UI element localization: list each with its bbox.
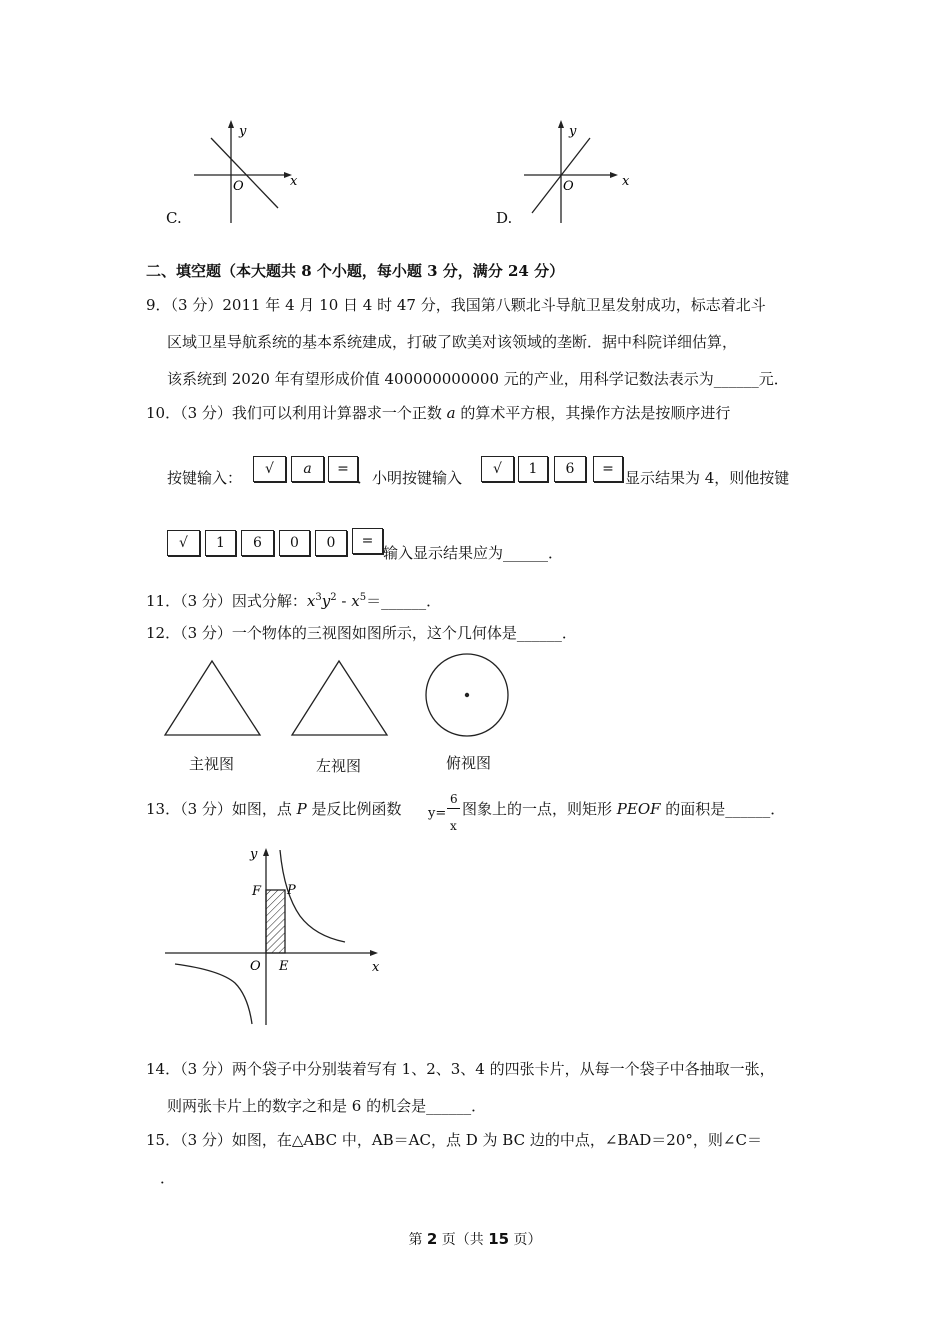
key-equals: = bbox=[593, 456, 623, 482]
q15-line2: ． bbox=[160, 1169, 176, 1187]
hyperbola-branch-2 bbox=[175, 964, 252, 1024]
q14-line2: 则两张卡片上的数字之和是 6 的机会是______． bbox=[167, 1097, 487, 1115]
q10-line2-suffix: 显示结果为 4，则他按键 bbox=[625, 469, 790, 487]
top-view-caption: 俯视图 bbox=[446, 754, 492, 772]
axis-y-label: y bbox=[239, 124, 247, 139]
key-6: 6 bbox=[554, 456, 586, 482]
key-sqrt: √ bbox=[481, 456, 514, 482]
key-0: 0 bbox=[279, 530, 310, 556]
q13-prefix: 13．（3 分）如图，点 P 是反比例函数 bbox=[146, 800, 402, 818]
q13-graph bbox=[160, 838, 390, 1030]
axis-x-label: x bbox=[290, 174, 298, 189]
q10-line1: 10．（3 分）我们可以利用计算器求一个正数 a 的算术平方根，其操作方法是按顺序进行 bbox=[146, 404, 731, 422]
q14-line1: 14．（3 分）两个袋子中分别装着写有 1、2、3、4 的四张卡片，从每一个袋子中各抽取一张， bbox=[146, 1060, 775, 1078]
option-c-graph bbox=[188, 118, 308, 228]
q11-text: 11．（3 分）因式分解：$x^3y^2$ - $x^5=\_\_\_\_\_\_$． bbox=[146, 592, 442, 610]
key-sqrt: √ bbox=[167, 530, 200, 556]
fraction-denominator: x bbox=[450, 819, 457, 833]
key-1: 1 bbox=[205, 530, 236, 556]
axis-x-label: x bbox=[622, 174, 630, 189]
fraction-numerator: 6 bbox=[450, 792, 458, 806]
q15-line1: 15．（3 分）如图，在△ABC 中，AB＝AC，点 D 为 BC 边的中点，∠BAD＝20°，则∠C＝ bbox=[146, 1131, 762, 1149]
side-view-caption: 左视图 bbox=[316, 757, 362, 775]
q10-line3: 输入显示结果应为______． bbox=[383, 544, 564, 562]
front-view-triangle bbox=[165, 661, 260, 735]
key-equals: = bbox=[352, 528, 383, 554]
q9-line1: 9．（3 分）2011 年 4 月 10 日 4 时 47 分，我国第八颗北斗导航卫星发射成功，标志着北斗 bbox=[146, 296, 766, 314]
q10-line2-mid: ．小明按键输入 bbox=[357, 469, 463, 487]
q9-line3: 该系统到 2020 年有望形成价值 400000000000 元的产业，用科学记数法表示为______元． bbox=[167, 370, 789, 388]
q13-suffix: 图象上的一点，则矩形 PEOF 的面积是______． bbox=[462, 800, 786, 818]
origin-label: O bbox=[250, 959, 261, 974]
top-view-center-dot bbox=[465, 693, 469, 697]
point-p-label: P bbox=[287, 883, 296, 898]
option-d-label: D. bbox=[496, 209, 513, 227]
page-footer: 第 2 页（共 15 页） bbox=[408, 1230, 542, 1248]
section-heading: 二、填空题（本大题共 8 个小题，每小题 3 分，满分 24 分） bbox=[146, 262, 565, 280]
front-view-caption: 主视图 bbox=[189, 755, 235, 773]
origin-label: O bbox=[563, 179, 574, 194]
key-sqrt: √ bbox=[253, 456, 286, 482]
q10-line2-prefix: 按键输入： bbox=[167, 469, 243, 487]
key-equals: = bbox=[328, 456, 358, 482]
option-d-graph bbox=[518, 118, 638, 228]
axis-x-label: x bbox=[372, 960, 380, 975]
option-c-label: C. bbox=[166, 209, 182, 227]
point-e-label: E bbox=[279, 959, 289, 974]
origin-label: O bbox=[233, 179, 244, 194]
q12-text: 12．（3 分）一个物体的三视图如图所示，这个几何体是______． bbox=[146, 624, 577, 642]
func-y: y= bbox=[428, 806, 447, 821]
key-1: 1 bbox=[518, 456, 548, 482]
rectangle-peof bbox=[266, 890, 285, 953]
point-f-label: F bbox=[252, 884, 262, 899]
fraction-bar bbox=[447, 808, 460, 809]
key-6: 6 bbox=[241, 530, 274, 556]
three-views-figure bbox=[160, 652, 520, 742]
side-view-triangle bbox=[292, 661, 387, 735]
axis-y-label: y bbox=[569, 124, 577, 139]
key-0: 0 bbox=[315, 530, 347, 556]
key-a: a bbox=[291, 456, 324, 482]
q9-line2: 区域卫星导航系统的基本系统建成，打破了欧美对该领域的垄断．据中科院详细估算， bbox=[167, 333, 738, 351]
axis-y-label: y bbox=[250, 847, 258, 862]
